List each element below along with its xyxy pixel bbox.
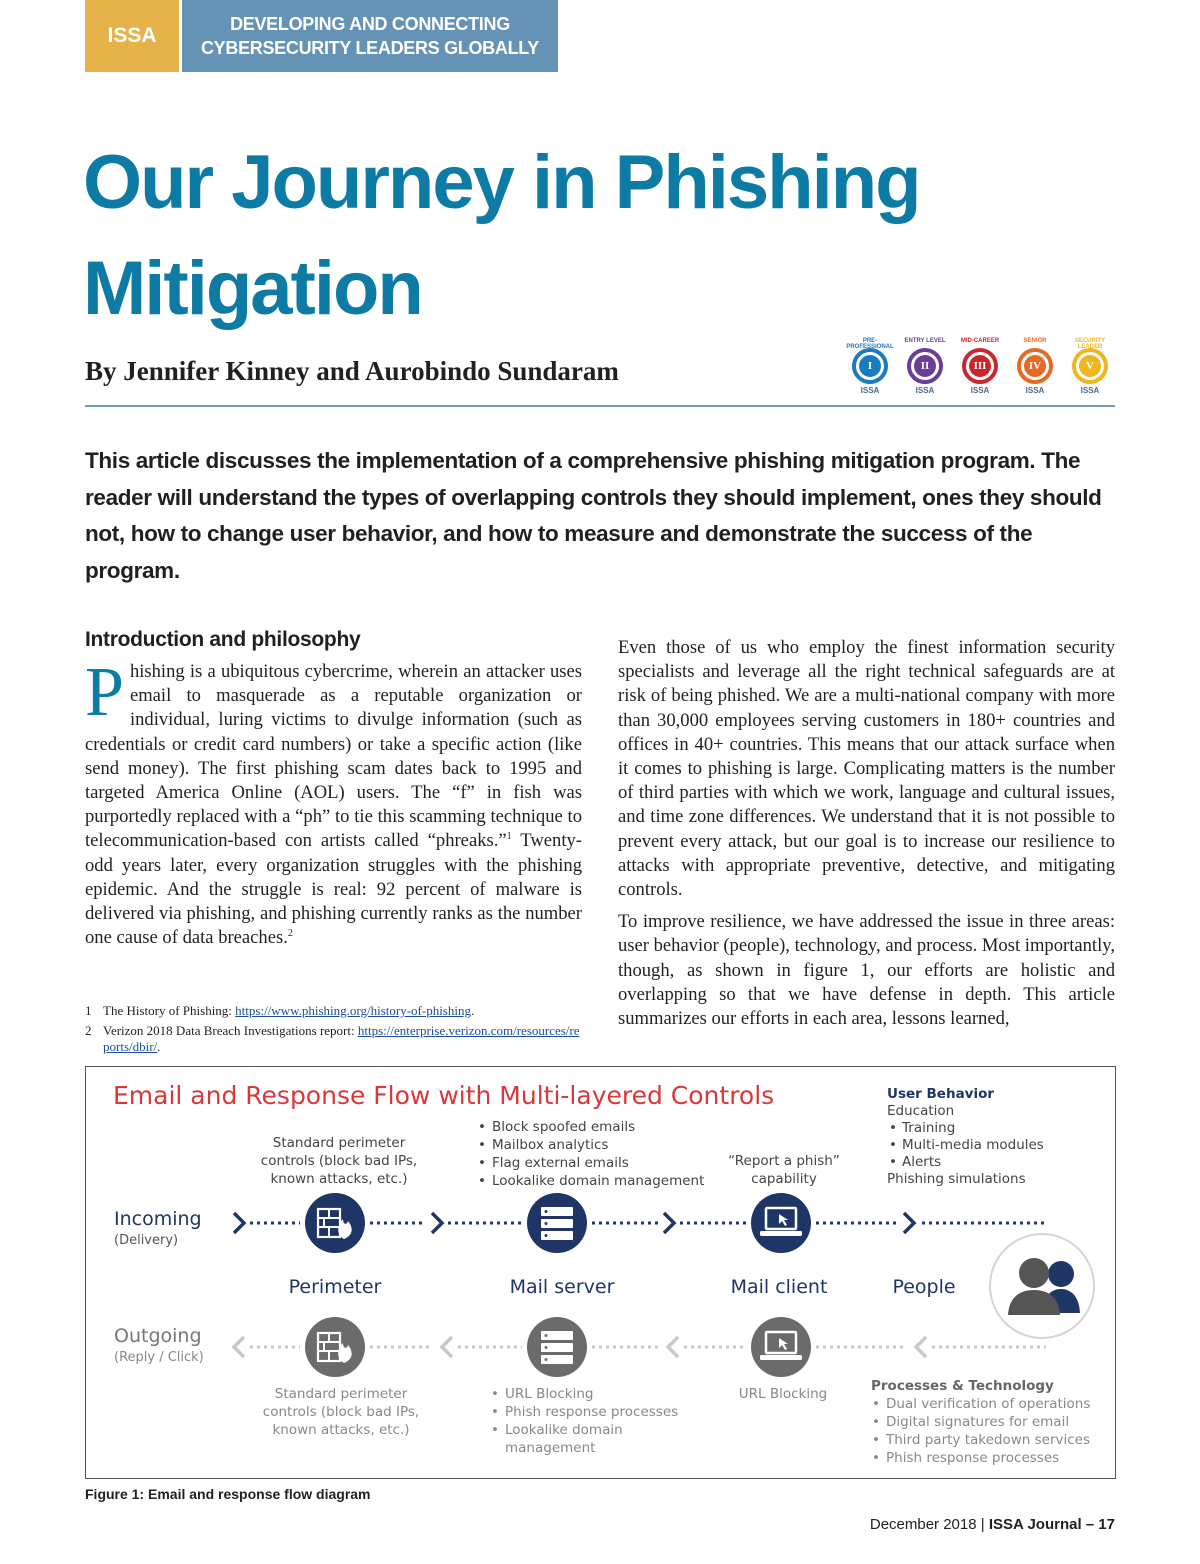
flow-diagram xyxy=(86,1067,1116,1479)
badge-label: ISSA xyxy=(860,386,880,395)
figure-caption: Figure 1: Email and response flow diagram xyxy=(85,1486,371,1502)
mailserver-bottom-item: Lookalike domain xyxy=(505,1422,623,1438)
badge-arc-label: PRE-PROFESSIONAL xyxy=(846,338,894,350)
chevron-right-icon xyxy=(432,1213,442,1233)
badge-numeral: V xyxy=(1079,355,1101,377)
mailserver-top-item: Mailbox analytics xyxy=(492,1137,609,1153)
badge-ring xyxy=(962,348,998,384)
firewall-icon xyxy=(305,1317,365,1377)
article-title xyxy=(83,130,1123,342)
badge-ring xyxy=(907,348,943,384)
figure-title: Email and Response Flow with Multi-layered Controls xyxy=(113,1081,775,1110)
mailclient-bottom-text: URL Blocking xyxy=(738,1386,828,1402)
footer-separator: | xyxy=(976,1516,989,1533)
user-behavior-item: Training xyxy=(902,1120,956,1136)
stage-mail-server: Mail server xyxy=(509,1276,615,1298)
badge-ring xyxy=(852,348,888,384)
footnote-tail: . xyxy=(157,1039,161,1054)
career-badge xyxy=(900,338,950,400)
badge-arc-label: SECURITY LEADER xyxy=(1074,338,1106,350)
figure-1 xyxy=(85,1066,1116,1479)
footnote-text: Verizon 2018 Data Breach Investigations report: xyxy=(103,1023,358,1038)
mailserver-top-bullet: • xyxy=(478,1155,486,1171)
chevron-left-icon xyxy=(668,1337,678,1357)
tagline-line-1: DEVELOPING AND CONNECTING xyxy=(230,14,510,34)
badge-arc-label: SENIOR xyxy=(1023,338,1047,344)
mailserver-top-item: Flag external emails xyxy=(492,1155,629,1171)
mailserver-bottom-list xyxy=(491,1386,678,1456)
proc-item: Digital signatures for email xyxy=(886,1414,1070,1430)
byline-divider xyxy=(85,405,1115,407)
mailserver-bottom-item: management xyxy=(505,1440,596,1456)
perimeter-top-line: known attacks, etc.) xyxy=(270,1171,408,1187)
firewall-icon xyxy=(305,1193,365,1253)
proc-item: Phish response processes xyxy=(886,1450,1060,1466)
proc-title: Processes & Technology xyxy=(871,1378,1054,1394)
proc-bullet: • xyxy=(872,1396,880,1412)
mailclient-top-line: “Report a phish” xyxy=(728,1153,840,1169)
user-behavior-item: Multi-media modules xyxy=(902,1137,1044,1153)
mailclient-top-line: capability xyxy=(751,1171,817,1187)
footnote-link[interactable]: https://www.phishing.org/history-of-phishing xyxy=(235,1003,471,1018)
career-badge xyxy=(845,338,895,400)
page-footer xyxy=(870,1516,1115,1533)
user-behavior-simulations: Phishing simulations xyxy=(887,1171,1026,1187)
perimeter-bottom-text xyxy=(263,1386,419,1438)
people-icon xyxy=(990,1234,1094,1338)
article-abstract: This article discusses the implementation of a comprehensive phishing mitigation program. The reader will understand the types of overlapping controls they should implement, ones they should not, how to change user behavior, and how to measure and demonstrate the success of the program. xyxy=(85,448,1102,583)
proc-item: Third party takedown services xyxy=(886,1432,1091,1448)
stage-labels xyxy=(289,1276,956,1298)
user-behavior-education: Education xyxy=(887,1103,955,1119)
footnote-number: 1 xyxy=(85,1003,92,1018)
proc-item: Dual verification of operations xyxy=(886,1396,1091,1412)
mailserver-top-bullet: • xyxy=(478,1137,486,1153)
badge-numeral: IV xyxy=(1024,355,1046,377)
outgoing-sublabel: (Reply / Click) xyxy=(114,1350,204,1365)
incoming-sublabel: (Delivery) xyxy=(114,1233,179,1248)
server-icon xyxy=(527,1317,587,1377)
user-behavior-bullet: • xyxy=(889,1137,897,1153)
user-behavior-list xyxy=(887,1086,1044,1187)
outgoing-label: Outgoing xyxy=(114,1325,202,1347)
processes-technology-list xyxy=(871,1378,1090,1466)
badge-arc-label: ENTRY LEVEL xyxy=(904,338,946,344)
badge-numeral: I xyxy=(859,355,881,377)
footnote-ref-2[interactable]: 2 xyxy=(287,928,293,940)
badge-label: ISSA xyxy=(970,386,990,395)
chevron-left-icon xyxy=(916,1337,926,1357)
server-icon xyxy=(527,1193,587,1253)
perimeter-top-line: controls (block bad IPs, xyxy=(260,1153,418,1169)
badge-label: ISSA xyxy=(1025,386,1045,395)
left-column xyxy=(85,626,582,950)
footnote-text: The History of Phishing: xyxy=(103,1003,236,1018)
chevron-left-icon xyxy=(442,1337,452,1357)
chevron-right-icon xyxy=(664,1213,674,1233)
proc-bullet: • xyxy=(872,1432,880,1448)
footnote-ref-1[interactable]: 1 xyxy=(506,831,512,843)
mailserver-top-bullet: • xyxy=(478,1119,486,1135)
mailclient-top-text xyxy=(728,1153,840,1187)
user-behavior-bullet: • xyxy=(889,1120,897,1136)
perimeter-bottom-line: Standard perimeter xyxy=(274,1386,408,1402)
tagline-line-2: CYBERSECURITY LEADERS GLOBALLY xyxy=(200,38,540,58)
badge-label: ISSA xyxy=(915,386,935,395)
mailserver-bottom-bullet: • xyxy=(491,1386,499,1402)
incoming-label: Incoming xyxy=(114,1208,202,1230)
title-line-1: Our Journey in Phishing xyxy=(83,140,920,225)
mailserver-bottom-item: Phish response processes xyxy=(505,1404,679,1420)
career-level-badges xyxy=(845,338,1115,400)
footnote xyxy=(85,1003,582,1019)
footnote-body xyxy=(103,1003,474,1019)
badge-label: ISSA xyxy=(1080,386,1100,395)
footer-journal: ISSA Journal – 17 xyxy=(988,1516,1115,1533)
title-line-2: Mitigation xyxy=(83,246,422,331)
badge-numeral: III xyxy=(969,355,991,377)
badge-ring xyxy=(1072,348,1108,384)
footer-date: December 2018 xyxy=(869,1516,977,1533)
mailserver-bottom-bullet: • xyxy=(491,1404,499,1420)
perimeter-bottom-line: known attacks, etc.) xyxy=(272,1422,410,1438)
badge-ring xyxy=(1017,348,1053,384)
right-column xyxy=(618,636,1115,1031)
intro-paragraph xyxy=(85,654,582,950)
footnote-link[interactable]: https://enterprise.verizon.com/resources/reports/dbir/ xyxy=(103,1023,580,1054)
career-badge xyxy=(955,338,1005,400)
laptop-icon xyxy=(751,1317,811,1377)
intro-text-b: Twenty-odd years later, every organization struggles with the phishing epidemic. And the struggle is real: 92 percent of malware is delivered via phishing, and phishing currently ranks as the number one cause of data breaches. xyxy=(85,830,582,949)
user-behavior-title: User Behavior xyxy=(887,1086,995,1102)
perimeter-top-line: Standard perimeter xyxy=(272,1135,406,1151)
user-behavior-item: Alerts xyxy=(902,1154,942,1170)
byline: By Jennifer Kinney and Aurobindo Sundaram xyxy=(85,356,619,386)
intro-text-a: hishing is a ubiquitous cybercrime, wherein an attacker uses email to masquerade as a reputable organization or individual, luring victims to divulge information (such as credentials or credit card numbers) or take a specific action (like send money). The first phishing scam dates back to 1995 and targeted America Online (AOL) users. The “f” in fish was purportedly replaced with a “ph” to tie this scamming technique to telecommunication-based con artists called “phreaks.” xyxy=(85,661,582,852)
body-paragraph-2: To improve resilience, we have addressed the issue in three areas: user behavior (people), technology, and process. Most importantly, though, as shown in figure 1, our efforts are holistic and overlapping so that we have defense in depth. This article summarizes our efforts in each area, lessons learned, xyxy=(618,911,1115,1030)
user-behavior-bullet: • xyxy=(889,1154,897,1170)
issa-header-logo: ISSA xyxy=(85,0,179,72)
badge-numeral: II xyxy=(914,355,936,377)
mailserver-bottom-bullet: • xyxy=(491,1422,499,1438)
perimeter-top-text xyxy=(261,1135,417,1187)
badge-arc-label: MID-CAREER xyxy=(960,338,1000,344)
mailserver-bottom-item: URL Blocking xyxy=(505,1386,594,1402)
header-tagline xyxy=(182,0,558,72)
mailserver-top-item: Block spoofed emails xyxy=(492,1119,636,1135)
chevron-right-icon xyxy=(234,1213,244,1233)
career-badge xyxy=(1065,338,1115,400)
stage-people: People xyxy=(892,1276,956,1298)
mailserver-top-item: Lookalike domain management xyxy=(492,1173,705,1189)
footnote xyxy=(85,1023,582,1055)
footnotes xyxy=(85,1003,582,1059)
footnote-tail: . xyxy=(470,1003,475,1018)
drop-cap: P xyxy=(85,654,124,731)
footnote-number: 2 xyxy=(85,1023,92,1038)
stage-mail-client: Mail client xyxy=(730,1276,828,1298)
laptop-icon xyxy=(751,1193,811,1253)
footnote-body xyxy=(103,1023,582,1055)
proc-bullet: • xyxy=(872,1414,880,1430)
chevron-right-icon xyxy=(904,1213,914,1233)
career-badge xyxy=(1010,338,1060,400)
section-heading: Introduction and philosophy xyxy=(85,628,361,651)
chevron-left-icon xyxy=(234,1337,244,1357)
mailserver-top-bullet: • xyxy=(478,1173,486,1189)
stage-perimeter: Perimeter xyxy=(288,1276,382,1298)
mailserver-top-list xyxy=(478,1119,704,1189)
body-paragraph-1: Even those of us who employ the finest information security specialists and leverage all the right technical safeguards are at risk of being phished. We are a multi-national company with more than 30,000 employees serving customers in 180+ countries and offices in 40+ countries. This means that our attack surface when it comes to phishing is large. Complicating matters is the number of third parties with which we work, language and cultural issues, and time zone differences. We understand that it is not possible to prevent every attack, but our goal is to increase our resilience to attacks with appropriate preventive, detective, and mitigating controls. xyxy=(618,637,1115,901)
proc-bullet: • xyxy=(872,1450,880,1466)
perimeter-bottom-line: controls (block bad IPs, xyxy=(262,1404,420,1420)
